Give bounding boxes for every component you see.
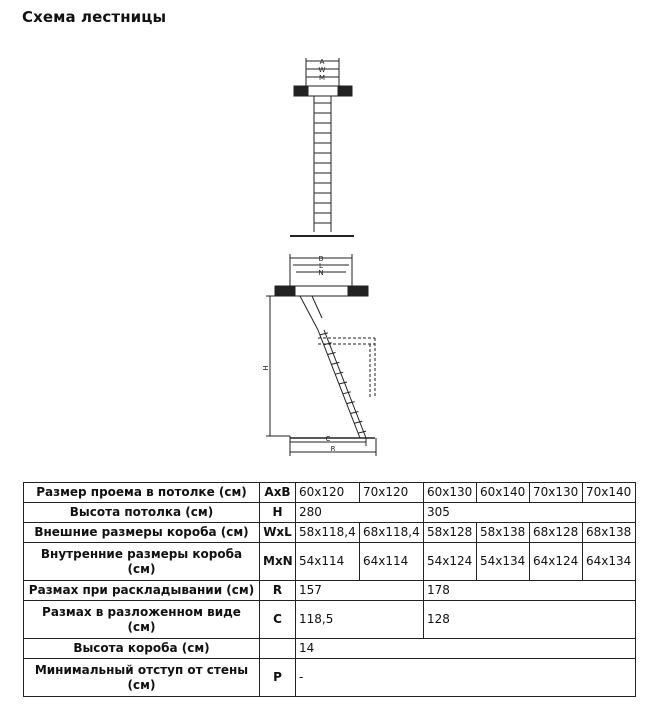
cell-value: 70x140 bbox=[583, 483, 636, 503]
row-code: P bbox=[260, 659, 296, 697]
page-title: Схема лестницы bbox=[22, 8, 167, 26]
cell-value: 70x120 bbox=[360, 483, 424, 503]
cell-value: 60x140 bbox=[477, 483, 530, 503]
spec-table bbox=[23, 482, 636, 697]
cell-value: 54x134 bbox=[477, 543, 530, 581]
cell-value: 68x138 bbox=[583, 523, 636, 543]
label-c: C bbox=[325, 435, 331, 443]
table-row bbox=[24, 601, 636, 639]
cell-value: 280 bbox=[296, 503, 424, 523]
table-row bbox=[24, 581, 636, 601]
label-n: N bbox=[318, 269, 324, 277]
ladder-rung bbox=[354, 421, 362, 423]
ladder-rung bbox=[331, 362, 339, 364]
row-code: R bbox=[260, 581, 296, 601]
label-r: R bbox=[330, 445, 336, 453]
cell-value: 54x114 bbox=[296, 543, 360, 581]
cell-value: 64x114 bbox=[360, 543, 424, 581]
label-w: W bbox=[318, 66, 326, 74]
cell-value: 58x128 bbox=[424, 523, 477, 543]
ladder-rung bbox=[339, 382, 347, 384]
row-code: H bbox=[260, 503, 296, 523]
ladder-rung bbox=[328, 353, 336, 355]
table-row bbox=[24, 483, 636, 503]
cell-value: 157 bbox=[296, 581, 424, 601]
ladder-rung bbox=[335, 372, 343, 374]
cell-value: 68x118,4 bbox=[360, 523, 424, 543]
row-label: Высота потолка (см) bbox=[24, 503, 260, 523]
row-label: Минимальный отступ от стены (см) bbox=[24, 659, 260, 697]
cell-value: 60x130 bbox=[424, 483, 477, 503]
cell-value: 14 bbox=[296, 639, 636, 659]
ladder-rung bbox=[320, 333, 328, 335]
ladder-rung bbox=[350, 411, 358, 413]
cell-value: - bbox=[296, 659, 636, 697]
cell-value: 68x128 bbox=[530, 523, 583, 543]
ladder-rung bbox=[343, 392, 351, 394]
cell-value: 178 bbox=[424, 581, 636, 601]
label-l: L bbox=[319, 262, 323, 270]
ladder-rung bbox=[347, 402, 355, 404]
row-label: Высота короба (см) bbox=[24, 639, 260, 659]
label-a: A bbox=[319, 58, 325, 66]
label-m: M bbox=[318, 74, 326, 82]
cell-value: 118,5 bbox=[296, 601, 424, 639]
row-label: Размах в разложенном виде (см) bbox=[24, 601, 260, 639]
row-code: WxL bbox=[260, 523, 296, 543]
cell-value: 64x134 bbox=[583, 543, 636, 581]
top-view-ladder bbox=[290, 58, 354, 236]
cell-value: 70x130 bbox=[530, 483, 583, 503]
table-row bbox=[24, 659, 636, 697]
row-code: MxN bbox=[260, 543, 296, 581]
label-h: H bbox=[262, 365, 270, 371]
table-row bbox=[24, 523, 636, 543]
table-row bbox=[24, 503, 636, 523]
cell-value: 64x124 bbox=[530, 543, 583, 581]
cell-value: 58x118,4 bbox=[296, 523, 360, 543]
side-view-ladder bbox=[266, 254, 376, 456]
table-row bbox=[24, 639, 636, 659]
label-b: B bbox=[318, 255, 324, 263]
row-code: AxB bbox=[260, 483, 296, 503]
row-label: Внутренние размеры короба (см) bbox=[24, 543, 260, 581]
table-row bbox=[24, 543, 636, 581]
ladder-rung bbox=[358, 431, 366, 433]
cell-value: 128 bbox=[424, 601, 636, 639]
cell-value: 58x138 bbox=[477, 523, 530, 543]
row-label: Размер проема в потолке (см) bbox=[24, 483, 260, 503]
cell-value: 60x120 bbox=[296, 483, 360, 503]
row-code: C bbox=[260, 601, 296, 639]
row-label: Размах при раскладывании (см) bbox=[24, 581, 260, 601]
cell-value: 54x124 bbox=[424, 543, 477, 581]
cell-value: 305 bbox=[424, 503, 636, 523]
row-code bbox=[260, 639, 296, 659]
row-label: Внешние размеры короба (см) bbox=[24, 523, 260, 543]
